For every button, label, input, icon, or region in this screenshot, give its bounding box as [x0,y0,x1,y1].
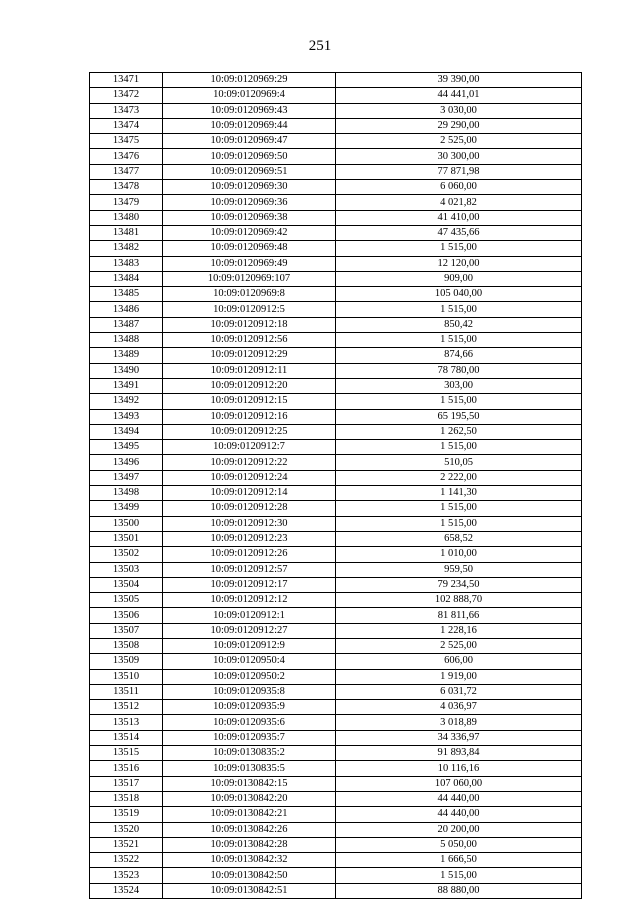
cadastral-number-cell: 10:09:0120912:7 [163,440,336,455]
table-row [90,118,582,133]
cadastral-number-cell: 10:09:0120912:24 [163,470,336,485]
record-number-cell: 13479 [90,195,163,210]
table-row [90,807,582,822]
cadastral-number-cell: 10:09:0120912:23 [163,531,336,546]
amount-cell: 47 435,66 [336,225,582,240]
cadastral-number-cell: 10:09:0120969:49 [163,256,336,271]
table-row [90,378,582,393]
cadastral-number-cell: 10:09:0120912:14 [163,486,336,501]
cadastral-number-cell: 10:09:0130842:50 [163,868,336,883]
record-number-cell: 13482 [90,241,163,256]
record-number-cell: 13502 [90,547,163,562]
amount-cell: 1 919,00 [336,669,582,684]
table-row [90,501,582,516]
amount-cell: 510,05 [336,455,582,470]
cadastral-number-cell: 10:09:0120969:43 [163,103,336,118]
amount-cell: 874,66 [336,348,582,363]
record-number-cell: 13508 [90,638,163,653]
cadastral-number-cell: 10:09:0120912:26 [163,547,336,562]
record-number-cell: 13514 [90,730,163,745]
record-number-cell: 13489 [90,348,163,363]
amount-cell: 12 120,00 [336,256,582,271]
record-number-cell: 13499 [90,501,163,516]
amount-cell: 1 141,30 [336,486,582,501]
amount-cell: 10 116,16 [336,761,582,776]
table-row [90,424,582,439]
amount-cell: 44 441,01 [336,88,582,103]
record-number-cell: 13519 [90,807,163,822]
amount-cell: 4 021,82 [336,195,582,210]
cadastral-number-cell: 10:09:0120969:36 [163,195,336,210]
cadastral-number-cell: 10:09:0120912:18 [163,317,336,332]
cadastral-number-cell: 10:09:0120969:29 [163,73,336,88]
record-number-cell: 13497 [90,470,163,485]
amount-cell: 1 515,00 [336,302,582,317]
table-row [90,180,582,195]
table-row [90,746,582,761]
amount-cell: 6 060,00 [336,180,582,195]
table-row [90,287,582,302]
amount-cell: 850,42 [336,317,582,332]
cadastral-number-cell: 10:09:0120912:5 [163,302,336,317]
table-row [90,241,582,256]
table-row [90,256,582,271]
record-number-cell: 13483 [90,256,163,271]
cadastral-number-cell: 10:09:0120969:42 [163,225,336,240]
cadastral-number-cell: 10:09:0120950:2 [163,669,336,684]
amount-cell: 658,52 [336,531,582,546]
record-number-cell: 13495 [90,440,163,455]
table-row [90,271,582,286]
amount-cell: 1 515,00 [336,440,582,455]
record-number-cell: 13471 [90,73,163,88]
table-row [90,837,582,852]
table-row [90,761,582,776]
cadastral-number-cell: 10:09:0120969:44 [163,118,336,133]
amount-cell: 34 336,97 [336,730,582,745]
cadastral-number-cell: 10:09:0120912:29 [163,348,336,363]
record-number-cell: 13474 [90,118,163,133]
amount-cell: 909,00 [336,271,582,286]
amount-cell: 41 410,00 [336,210,582,225]
cadastral-number-cell: 10:09:0120969:51 [163,164,336,179]
cadastral-number-cell: 10:09:0120969:8 [163,287,336,302]
cadastral-number-cell: 10:09:0120912:12 [163,593,336,608]
table-row [90,88,582,103]
amount-cell: 2 222,00 [336,470,582,485]
cadastral-number-cell: 10:09:0120969:48 [163,241,336,256]
record-number-cell: 13513 [90,715,163,730]
record-number-cell: 13475 [90,134,163,149]
record-number-cell: 13498 [90,486,163,501]
table-row [90,195,582,210]
record-number-cell: 13507 [90,623,163,638]
cadastral-number-cell: 10:09:0120912:56 [163,333,336,348]
amount-cell: 88 880,00 [336,883,582,898]
cadastral-number-cell: 10:09:0120912:57 [163,562,336,577]
amount-cell: 606,00 [336,654,582,669]
amount-cell: 79 234,50 [336,577,582,592]
amount-cell: 1 515,00 [336,868,582,883]
amount-cell: 959,50 [336,562,582,577]
table-row [90,853,582,868]
record-number-cell: 13504 [90,577,163,592]
amount-cell: 30 300,00 [336,149,582,164]
table-row [90,883,582,898]
table-row [90,669,582,684]
cadastral-number-cell: 10:09:0120935:8 [163,684,336,699]
record-number-cell: 13506 [90,608,163,623]
record-number-cell: 13485 [90,287,163,302]
amount-cell: 1 515,00 [336,394,582,409]
record-number-cell: 13520 [90,822,163,837]
table-row [90,593,582,608]
record-number-cell: 13517 [90,776,163,791]
table-row [90,164,582,179]
amount-cell: 105 040,00 [336,287,582,302]
record-number-cell: 13494 [90,424,163,439]
amount-cell: 107 060,00 [336,776,582,791]
amount-cell: 3 018,89 [336,715,582,730]
record-number-cell: 13484 [90,271,163,286]
cadastral-number-cell: 10:09:0130842:28 [163,837,336,852]
cadastral-number-cell: 10:09:0120912:22 [163,455,336,470]
cadastral-number-cell: 10:09:0120969:4 [163,88,336,103]
table-row [90,333,582,348]
table-row [90,210,582,225]
cadastral-number-cell: 10:09:0120912:28 [163,501,336,516]
table-row [90,409,582,424]
table-row [90,225,582,240]
record-number-cell: 13524 [90,883,163,898]
amount-cell: 102 888,70 [336,593,582,608]
table-row [90,730,582,745]
amount-cell: 5 050,00 [336,837,582,852]
record-number-cell: 13486 [90,302,163,317]
table-row [90,149,582,164]
table-row [90,486,582,501]
record-number-cell: 13496 [90,455,163,470]
cadastral-number-cell: 10:09:0120912:27 [163,623,336,638]
amount-cell: 3 030,00 [336,103,582,118]
cadastral-number-cell: 10:09:0120935:9 [163,700,336,715]
table-row [90,103,582,118]
table-row [90,638,582,653]
table-row [90,440,582,455]
cadastral-number-cell: 10:09:0120912:30 [163,516,336,531]
table-row [90,363,582,378]
cadastral-number-cell: 10:09:0120912:17 [163,577,336,592]
amount-cell: 1 228,16 [336,623,582,638]
registry-table-body [90,73,582,899]
table-row [90,577,582,592]
record-number-cell: 13521 [90,837,163,852]
table-row [90,348,582,363]
amount-cell: 81 811,66 [336,608,582,623]
cadastral-number-cell: 10:09:0120912:1 [163,608,336,623]
table-row [90,715,582,730]
table-row [90,470,582,485]
amount-cell: 91 893,84 [336,746,582,761]
cadastral-number-cell: 10:09:0130835:5 [163,761,336,776]
record-number-cell: 13510 [90,669,163,684]
amount-cell: 39 390,00 [336,73,582,88]
record-number-cell: 13523 [90,868,163,883]
cadastral-number-cell: 10:09:0120969:50 [163,149,336,164]
table-row [90,547,582,562]
record-number-cell: 13480 [90,210,163,225]
cadastral-number-cell: 10:09:0120950:4 [163,654,336,669]
table-row [90,654,582,669]
cadastral-number-cell: 10:09:0130842:21 [163,807,336,822]
cadastral-number-cell: 10:09:0130842:20 [163,791,336,806]
cadastral-number-cell: 10:09:0120969:38 [163,210,336,225]
amount-cell: 65 195,50 [336,409,582,424]
cadastral-number-cell: 10:09:0120969:30 [163,180,336,195]
record-number-cell: 13476 [90,149,163,164]
record-number-cell: 13472 [90,88,163,103]
amount-cell: 44 440,00 [336,791,582,806]
cadastral-number-cell: 10:09:0130842:51 [163,883,336,898]
record-number-cell: 13478 [90,180,163,195]
amount-cell: 77 871,98 [336,164,582,179]
cadastral-number-cell: 10:09:0120912:15 [163,394,336,409]
amount-cell: 1 515,00 [336,516,582,531]
record-number-cell: 13518 [90,791,163,806]
amount-cell: 2 525,00 [336,638,582,653]
cadastral-number-cell: 10:09:0120935:7 [163,730,336,745]
table-row [90,516,582,531]
amount-cell: 2 525,00 [336,134,582,149]
cadastral-number-cell: 10:09:0120912:9 [163,638,336,653]
record-number-cell: 13493 [90,409,163,424]
table-row [90,623,582,638]
cadastral-number-cell: 10:09:0120969:47 [163,134,336,149]
cadastral-number-cell: 10:09:0130842:32 [163,853,336,868]
record-number-cell: 13491 [90,378,163,393]
cadastral-number-cell: 10:09:0120935:6 [163,715,336,730]
amount-cell: 20 200,00 [336,822,582,837]
record-number-cell: 13490 [90,363,163,378]
amount-cell: 6 031,72 [336,684,582,699]
record-number-cell: 13488 [90,333,163,348]
page-number: 251 [308,38,332,54]
cadastral-number-cell: 10:09:0130835:2 [163,746,336,761]
table-row [90,455,582,470]
record-number-cell: 13503 [90,562,163,577]
cadastral-number-cell: 10:09:0130842:26 [163,822,336,837]
record-number-cell: 13473 [90,103,163,118]
table-row [90,822,582,837]
record-number-cell: 13516 [90,761,163,776]
cadastral-number-cell: 10:09:0120912:25 [163,424,336,439]
record-number-cell: 13481 [90,225,163,240]
table-row [90,700,582,715]
record-number-cell: 13511 [90,684,163,699]
record-number-cell: 13500 [90,516,163,531]
cadastral-number-cell: 10:09:0120912:20 [163,378,336,393]
table-row [90,73,582,88]
amount-cell: 1 515,00 [336,501,582,516]
table-row [90,394,582,409]
amount-cell: 78 780,00 [336,363,582,378]
amount-cell: 29 290,00 [336,118,582,133]
record-number-cell: 13505 [90,593,163,608]
table-row [90,302,582,317]
cadastral-number-cell: 10:09:0120969:107 [163,271,336,286]
table-row [90,608,582,623]
amount-cell: 1 515,00 [336,241,582,256]
table-row [90,562,582,577]
record-number-cell: 13512 [90,700,163,715]
record-number-cell: 13501 [90,531,163,546]
table-row [90,317,582,332]
record-number-cell: 13492 [90,394,163,409]
amount-cell: 303,00 [336,378,582,393]
table-row [90,684,582,699]
table-row [90,134,582,149]
table-row [90,868,582,883]
amount-cell: 1 010,00 [336,547,582,562]
amount-cell: 1 666,50 [336,853,582,868]
amount-cell: 1 515,00 [336,333,582,348]
record-number-cell: 13515 [90,746,163,761]
cadastral-number-cell: 10:09:0120912:11 [163,363,336,378]
registry-table [89,72,582,899]
amount-cell: 4 036,97 [336,700,582,715]
table-row [90,791,582,806]
table-row [90,776,582,791]
record-number-cell: 13487 [90,317,163,332]
cadastral-number-cell: 10:09:0130842:15 [163,776,336,791]
table-row [90,531,582,546]
record-number-cell: 13522 [90,853,163,868]
amount-cell: 44 440,00 [336,807,582,822]
amount-cell: 1 262,50 [336,424,582,439]
record-number-cell: 13477 [90,164,163,179]
cadastral-number-cell: 10:09:0120912:16 [163,409,336,424]
record-number-cell: 13509 [90,654,163,669]
